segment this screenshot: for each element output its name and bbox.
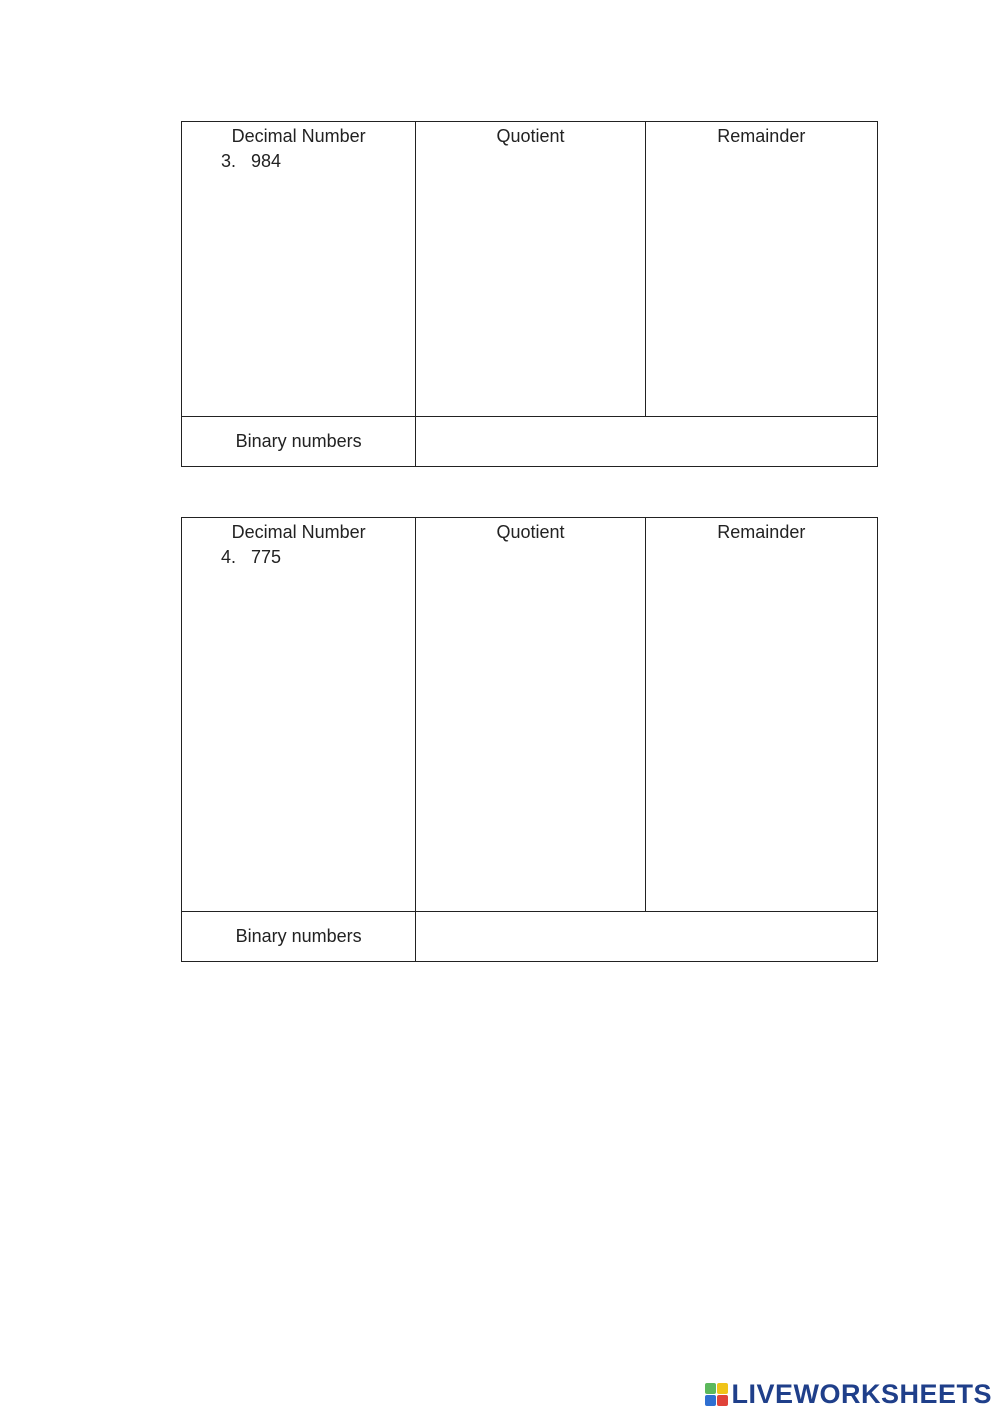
quotient-header: Quotient (496, 126, 565, 146)
quotient-header: Quotient (496, 522, 565, 542)
logo-text: LIVEWORKSHEETS (731, 1378, 992, 1409)
liveworksheets-logo (705, 1379, 992, 1409)
binary-answer-field[interactable] (416, 912, 878, 962)
decimal-number-cell (182, 518, 416, 912)
quotient-answer-area[interactable] (416, 122, 645, 417)
remainder-header: Remainder (717, 126, 806, 146)
decimal-number-cell (182, 122, 416, 417)
logo-mark-icon (705, 1383, 728, 1406)
decimal-number-header: Decimal Number (231, 522, 366, 542)
decimal-number-header: Decimal Number (231, 126, 366, 146)
problem-value: 775 (251, 547, 282, 567)
binary-numbers-label: Binary numbers (182, 417, 416, 467)
binary-answer-field[interactable] (416, 417, 878, 467)
binary-numbers-label: Binary numbers (182, 912, 416, 962)
problem-number: 3. (221, 151, 237, 171)
problem-number: 4. (221, 547, 237, 567)
remainder-header: Remainder (717, 522, 806, 542)
problem-value: 984 (251, 151, 282, 171)
conversion-table-4 (181, 517, 878, 962)
problem-label (182, 546, 415, 568)
remainder-answer-area[interactable] (645, 122, 877, 417)
quotient-answer-area[interactable] (416, 518, 645, 912)
problem-label (182, 150, 415, 172)
remainder-answer-area[interactable] (645, 518, 877, 912)
conversion-table-3 (181, 121, 878, 467)
